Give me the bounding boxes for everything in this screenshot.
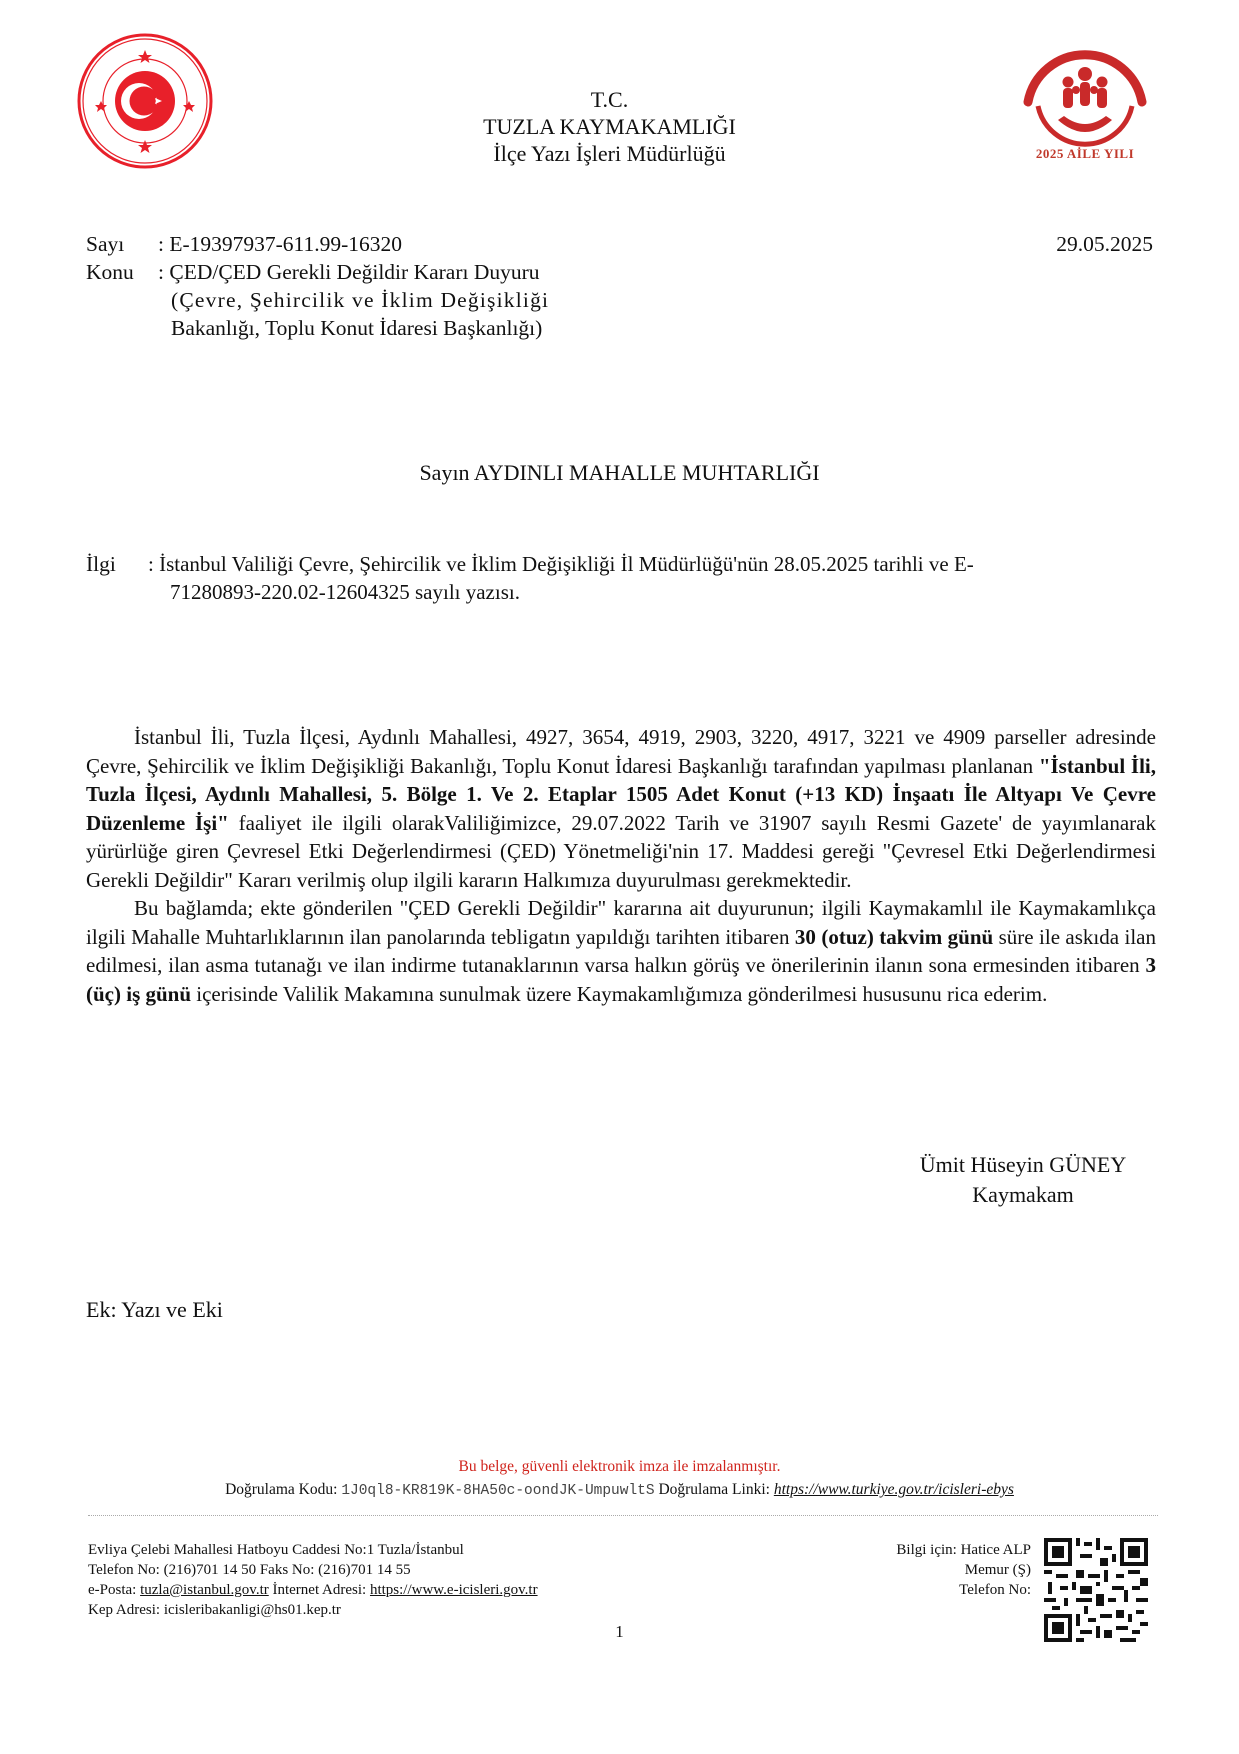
info-contact-person: Bilgi için: Hatice ALP — [896, 1542, 1031, 1558]
header-tc: T.C. — [590, 87, 629, 112]
verification-link[interactable]: https://www.turkiye.gov.tr/icisleri-ebys — [773, 1481, 1014, 1498]
ilgi-line-2: 71280893-220.02-12604325 sayılı yazısı. — [170, 580, 520, 604]
footer-email-link[interactable]: tuzla@istanbul.gov.tr — [140, 1582, 269, 1598]
footer-phone: Telefon No: (216)701 14 50 Faks No: (216)701 14 55 — [88, 1562, 411, 1578]
footer-web-link[interactable]: https://www.e-icisleri.gov.tr — [369, 1582, 538, 1598]
konu-line-3: Bakanlığı, Toplu Konut İdaresi Başkanlığı) — [171, 316, 543, 340]
duration-30-days: 30 (otuz) takvim günü — [794, 924, 994, 949]
footer-address: Evliya Çelebi Mahallesi Hatboyu Caddesi No:1 Tuzla/İstanbul — [88, 1542, 464, 1558]
letter-body — [86, 723, 1156, 1008]
header-mudurluk: İlçe Yazı İşleri Müdürlüğü — [493, 141, 726, 166]
info-contact-phone: Telefon No: — [959, 1582, 1031, 1598]
footer-email-web: e-Posta: tuzla@istanbul.gov.tr İnternet Adresi: https://www.e-icisleri.gov.tr — [88, 1582, 538, 1598]
sayi-label: Sayı — [86, 232, 125, 256]
signer-title: Kaymakam — [972, 1182, 1074, 1207]
konu-label: Konu — [86, 260, 134, 284]
verification-line — [0, 1480, 1239, 1501]
project-title: "İstanbul İli, Tuzla İlçesi, Aydınlı Mahallesi, 5. Bölge 1. Ve 2. Etaplar 1505 Adet Konut (+13 KD) İnşaatı İle Altyapı Ve Çevre Düzenleme İşi" — [86, 753, 1156, 835]
ilgi-label: İlgi — [86, 552, 116, 576]
ilgi-line-1: : İstanbul Valiliği Çevre, Şehircilik ve İklim Değişikliği İl Müdürlüğü'nün 28.05.2025 tarihli ve E- — [148, 552, 974, 576]
signer-name: Ümit Hüseyin GÜNEY — [919, 1152, 1127, 1177]
attachment-note: Ek: Yazı ve Eki — [86, 1297, 223, 1322]
konu-line-2: (Çevre, Şehircilik ve İklim Değişikliği — [171, 288, 550, 312]
paragraph-2: Bu bağlamda; ekte gönderilen "ÇED Gerekli Değildir" kararına ait duyurunun; ilgili Kaymakamlıl ile Kaymakamlıkça ilgili Mahalle Muhtarlıklarının ilan panolarında tebligatın yapıldığı tarihten itibaren 30 (otuz) takvim günü süre ile askıda ilan edilmesi, ilan asma tutanağı ve ilan indirme tutanaklarının varsa halkın görüş ve önerilerinin ilanın sona ermesinden itibaren 3 (üç) iş günü içerisinde Valilik Makamına sunulmak üzere Kaymakamlığımıza gönderilmesi hususunu rica ederim. — [86, 896, 1156, 1006]
paragraph-1: İstanbul İli, Tuzla İlçesi, Aydınlı Mahallesi, 4927, 3654, 4919, 2903, 3220, 4917, 3221 ve 4909 parseller adresinde Çevre, Şehircilik ve İklim Değişikliği Bakanlığı, Toplu Konut İdaresi Başkanlığı tarafından yapılması planlanan "İstanbul İli, Tuzla İlçesi, Aydınlı Mahallesi, 5. Bölge 1. Ve 2. Etaplar 1505 Adet Konut (+13 KD) İnşaatı İle Altyapı Ve Çevre Düzenleme İşi" faaliyet ile ilgili olarakValiliğimizce, 29.07.2022 Tarih ve 31907 sayılı Resmi Gazete' de yayımlanarak yürürlüğe giren Çevresel Etki Değerlendirmesi (ÇED) Yönetmeliği'nin 17. Maddesi gereği "Çevresel Etki Değerlendirmesi Gerekli Değildir" Kararı verilmiş olup ilgili kararın Halkımıza duyurulması gerekmektedir. — [86, 725, 1156, 892]
aile-yili-text: 2025 AİLE YILI — [1035, 146, 1135, 161]
document-date: 29.05.2025 — [1056, 232, 1153, 256]
footer-info — [896, 1540, 1031, 1600]
footer-contact — [88, 1540, 538, 1620]
duration-3-days: 3 (üç) iş günü — [86, 953, 1156, 1006]
info-contact-title: Memur (Ş) — [964, 1562, 1031, 1578]
addressee: Sayın AYDINLI MAHALLE MUHTARLIĞI — [419, 460, 820, 485]
verification-code: 1J0ql8-KR819K-8HA50c-oondJK-UmpuwltS — [341, 1483, 655, 1499]
verification-code-label: Doğrulama Kodu: — [225, 1481, 338, 1498]
header-kaymakamlik: TUZLA KAYMAKAMLIĞI — [483, 114, 736, 139]
signature-block — [893, 1150, 1153, 1210]
footer-kep: Kep Adresi: icisleribakanligi@hs01.kep.tr — [88, 1602, 341, 1618]
e-signature-notice: Bu belge, güvenli elektronik imza ile imzalanmıştır. — [458, 1458, 781, 1475]
footer-divider — [88, 1515, 1158, 1516]
sayi-value: : E-19397937-611.99-16320 — [158, 232, 403, 256]
verification-link-label: Doğrulama Linki: — [658, 1481, 770, 1498]
konu-line-1: : ÇED/ÇED Gerekli Değildir Kararı Duyuru — [158, 260, 540, 284]
page-number: 1 — [615, 1622, 624, 1641]
